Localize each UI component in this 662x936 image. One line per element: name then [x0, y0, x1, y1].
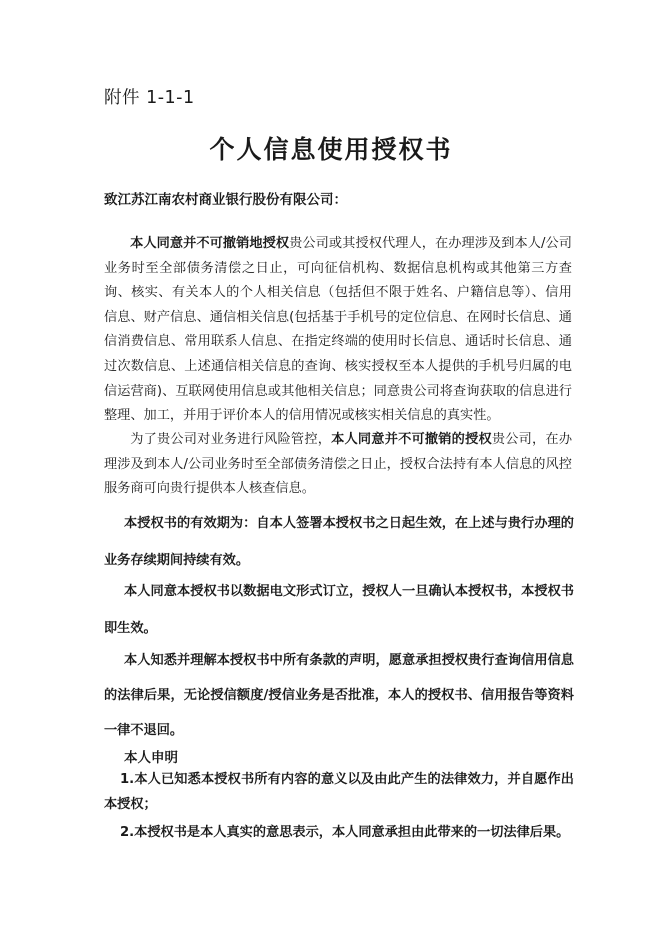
declaration-title: 本人申明	[124, 750, 178, 766]
risk-control-bold-phrase: 本人同意并不可撤销的授权	[331, 432, 492, 447]
annex-label: 附件 1-1-1	[104, 88, 195, 108]
authorization-bold-phrase: 本人同意并不可撤销地授权	[130, 236, 290, 251]
paragraph-authorization-scope	[104, 232, 572, 429]
paragraph-legal-consequences	[104, 643, 574, 748]
risk-control-intro: 为了贵公司对业务进行风险管控，	[130, 432, 332, 447]
paragraph-electronic-form	[104, 573, 574, 647]
risk-control-text: 贵公司，在办理涉及到本人/公司业务时至全部债务清偿之日止，授权合法持有本人信息的风控服务商可向贵行提供本人核查信息。	[104, 432, 573, 497]
legal-consequences-text: 本人知悉并理解本授权书中所有条款的声明，愿意承担授权贵行查询信用信息的法律后果，无论授信额度/授信业务是否批准，本人的授权书、信用报告等资料一律不退回。	[104, 653, 574, 738]
validity-text: 本授权书的有效期为：自本人签署本授权书之日起生效，在上述与贵行办理的业务存续期间持续有效。	[104, 516, 574, 568]
document-title: 个人信息使用授权书	[209, 135, 453, 164]
declaration-item-1-text: 1.本人已知悉本授权书所有内容的意义以及由此产生的法律效力，并自愿作出本授权；	[104, 772, 574, 812]
authorization-text: 贵公司或其授权代理人，在办理涉及到本人/公司业务时至全部债务清偿之日止，可向征信机构、数据信息机构或其他第三方查询、核实、有关本人的个人相关信息（包括但不限于姓名、户籍信息等）、信用信息、财产信息、通信相关信息(包括基于手机号的定位信息、在网时长信息、通信消费信息、常用联系人信息、在指定终端的使用时长信息、通话时长信息、通过次数信息、上述通信相关信息的查询、核实授权至本人提供的手机号归属的电信运营商)、互联网使用信息或其他相关信息；同意贵公司将查询获取的信息进行整理、加工，并用于评价本人的信用情况或核实相关信息的真实性。	[104, 236, 572, 424]
paragraph-risk-control	[104, 428, 572, 502]
declaration-item-2-text: 2.本授权书是本人真实的意思表示，本人同意承担由此带来的一切法律后果。	[120, 825, 570, 840]
paragraph-validity-period	[104, 505, 574, 579]
addressee: 致江苏江南农村商业银行股份有限公司：	[104, 192, 347, 208]
declaration-item-2	[104, 820, 574, 845]
declaration-item-1	[104, 767, 574, 817]
electronic-form-text: 本人同意本授权书以数据电文形式订立，授权人一旦确认本授权书，本授权书即生效。	[104, 584, 574, 636]
